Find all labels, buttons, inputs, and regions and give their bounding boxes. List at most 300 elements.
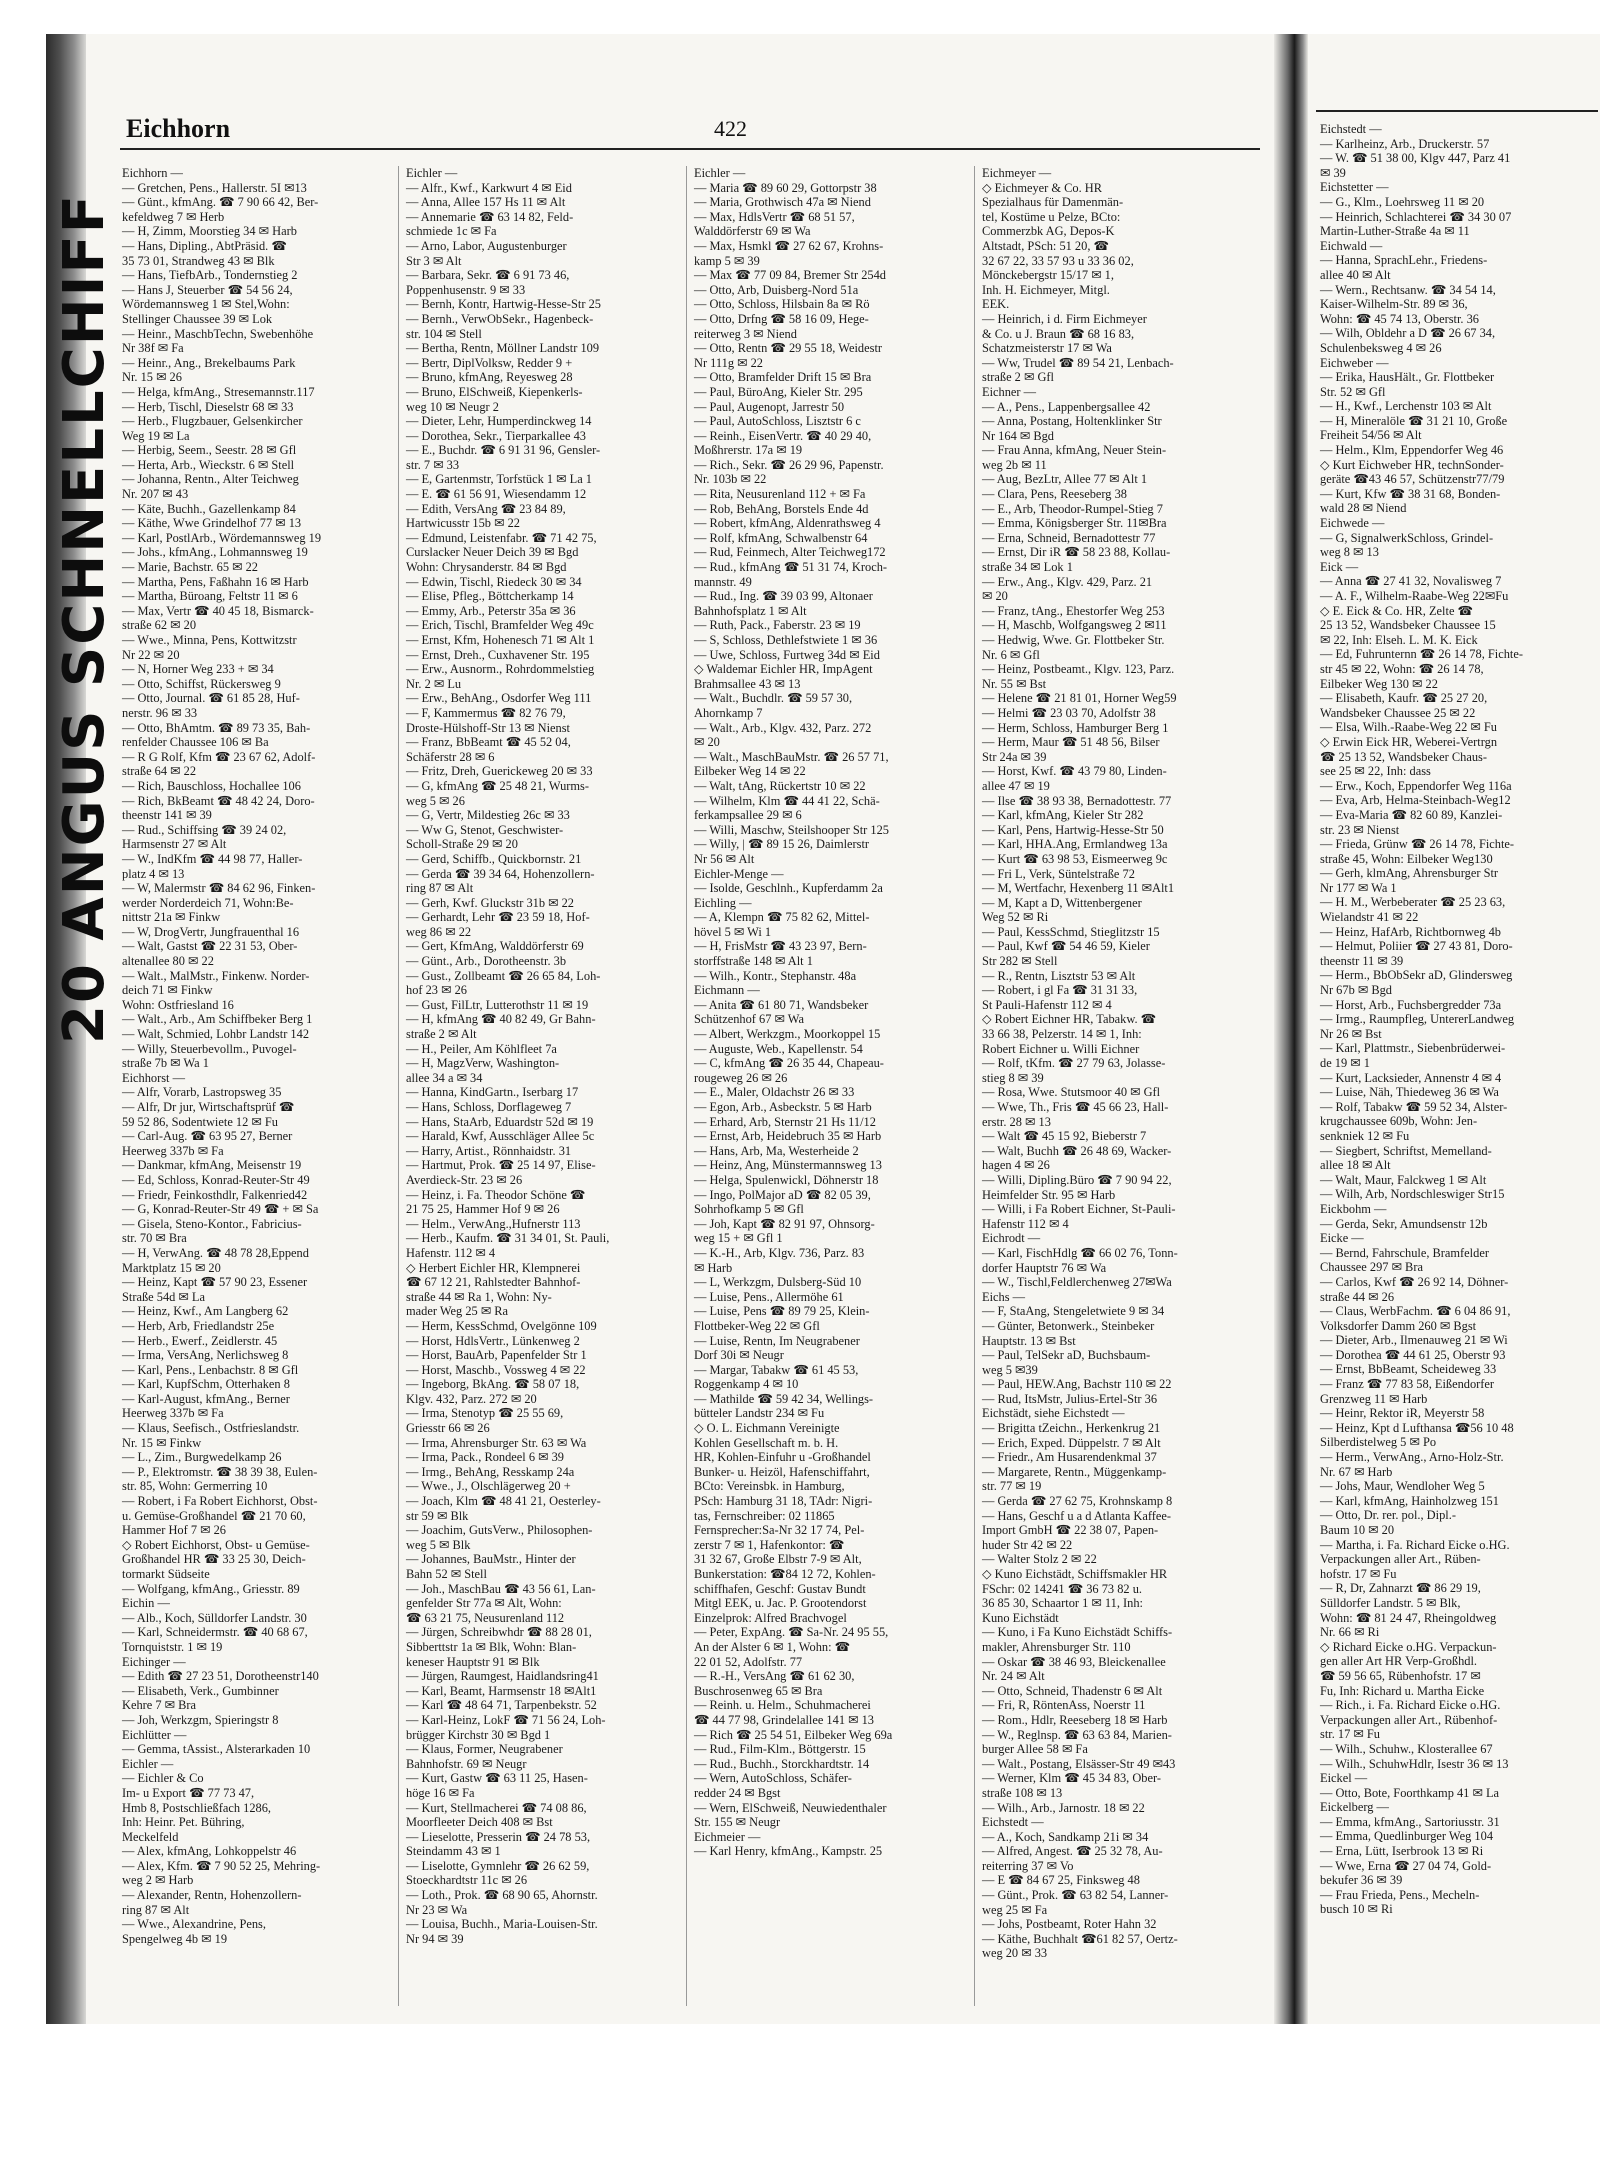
directory-entry-line: Bahn 52 ✉ Stell: [406, 1567, 487, 1581]
directory-entry-line: — Johannes, BauMstr., Hinter der: [406, 1552, 576, 1567]
directory-entry-line: — A, Klempn ☎ 75 82 62, Mittel-: [694, 910, 870, 925]
directory-entry-line: — E, Gartenmstr, Torfstück 1 ✉ La 1: [406, 472, 593, 487]
directory-entry-line: — Auguste, Web., Kapellenstr. 54: [694, 1041, 863, 1056]
directory-entry-line: — Mathilde ☎ 59 42 34, Wellings-: [694, 1391, 874, 1406]
directory-entry-line: — Hans, StaArb, Eduardstr 52d ✉ 19: [406, 1114, 594, 1129]
directory-entry-line: schmiede 1c ✉ Fa: [406, 224, 497, 239]
directory-entry-line: — Uwe, Schloss, Furtweg 34d ✉ Eid: [694, 647, 880, 662]
directory-entry-line: weg 86 ✉ 22: [406, 924, 472, 939]
directory-entry-line: Eichhorst —: [122, 1070, 185, 1085]
directory-entry-line: — Paul, HEW.Ang, Bachstr 110 ✉ 22: [982, 1377, 1172, 1392]
directory-entry-line: — H., Peiler, Am Köhlfleet 7a: [406, 1041, 557, 1056]
directory-entry-line: — Otto, Dr. rer. pol., Dipl.-: [1320, 1508, 1456, 1523]
directory-entry-line: Hafenstr 112 ✉ 4: [982, 1216, 1069, 1231]
directory-entry-line: Grenzweg 11 ✉ Harb: [1320, 1391, 1428, 1406]
directory-entry-line: Freiheit 54/56 ✉ Alt: [1320, 428, 1422, 443]
directory-entry-line: — Herm, Maur ☎ 51 48 56, Bilser: [982, 735, 1160, 750]
directory-entry-line: zerstr 7 ✉ 1, Hafenkontor: ☎: [694, 1537, 845, 1552]
directory-entry-line: Moorfleeter Deich 408 ✉ Bst: [406, 1815, 553, 1830]
right-page-partial: [1316, 110, 1598, 2010]
directory-entry-line: — Rud., Film-Klm., Böttgerstr. 15: [694, 1742, 866, 1757]
directory-entry-line: Kuno Eichstädt: [982, 1610, 1059, 1625]
directory-entry-line: Wohn: Chrysanderstr. 84 ✉ Bgd: [406, 560, 567, 575]
directory-entry-line: — Karl, Pens, Hartwig-Hesse-Str 50: [982, 822, 1164, 837]
directory-entry-line: — Wern, AutoSchloss, Schäfer-: [694, 1771, 852, 1786]
directory-entry-line: Mitgl EEK, u. Jac. P. Grootendorst: [694, 1596, 867, 1611]
directory-entry-line: Wördemannsweg 1 ✉ Stel,Wohn:: [122, 297, 290, 312]
directory-entry-line: Nr. 15 ✉ Finkw: [122, 1435, 202, 1450]
directory-entry-line: Hafenstr. 112 ✉ 4: [406, 1245, 496, 1260]
directory-entry-line: brügger Kirchstr 30 ✉ Bgd 1: [406, 1727, 551, 1742]
directory-entry-line: — Rich, BkBeamt ☎ 48 42 24, Doro-: [122, 793, 315, 808]
directory-entry-line: Eichmann —: [694, 983, 760, 998]
directory-entry-line: — H., Kwf., Lerchenstr 103 ✉ Alt: [1320, 399, 1492, 414]
directory-entry-line: 22 01 52, Adolfstr. 77: [694, 1654, 803, 1669]
directory-entry-line: hofstr. 17 ✉ Fu: [1320, 1566, 1397, 1581]
directory-entry-line: — Franz, tAng., Ehestorfer Weg 253: [982, 603, 1165, 618]
directory-entry-line: str. 7 ✉ 33: [406, 457, 460, 472]
directory-entry-line: — Günt., Prok. ☎ 63 82 54, Lanner-: [982, 1888, 1169, 1903]
directory-entry-line: — Günt., Arb., Dorotheenstr. 3b: [406, 954, 567, 969]
directory-entry-line: — Fritz, Dreh, Guerickeweg 20 ✉ 33: [406, 764, 593, 779]
directory-entry-line: Scholl-Straße 29 ✉ 20: [406, 837, 518, 852]
directory-entry-line: Roggenkamp 4 ✉ 10: [694, 1377, 799, 1392]
directory-entry-line: busch 10 ✉ Ri: [1320, 1902, 1393, 1917]
directory-entry-line: — Kurt ☎ 63 98 53, Eismeerweg 9c: [982, 851, 1168, 866]
directory-entry-line: Eichmeyer —: [982, 166, 1052, 180]
directory-entry-line: Harmsenstr 27 ✉ Alt: [122, 837, 227, 852]
directory-entry-line: — Rud., Ing. ☎ 39 03 99, Altonaer: [694, 589, 873, 604]
directory-entry-line: — Hans, Dipling., AbtPräsid. ☎: [122, 238, 287, 253]
directory-entry-line: — E., Arb, Theodor-Rumpel-Stieg 7: [982, 501, 1163, 516]
directory-entry-line: Import GmbH ☎ 22 38 07, Papen-: [982, 1523, 1159, 1538]
directory-entry-line: — Willy, | ☎ 89 15 26, Daimlerstr: [694, 837, 870, 852]
directory-entry-line: Eilbeker Weg 14 ✉ 22: [694, 764, 806, 779]
directory-entry-line: — Paul, TelSekr aD, Buchsbaum-: [982, 1348, 1151, 1363]
directory-entry-line: kamp 5 ✉ 39: [694, 253, 760, 268]
directory-entry-line: — Anna, Postang, Holtenklinker Str: [982, 414, 1162, 429]
directory-entry-line: — Brigitta tZeichn., Herkenkrug 21: [982, 1421, 1161, 1436]
directory-entry-line: — Luise, Pens., Allermöhe 61: [694, 1289, 844, 1304]
directory-entry-line: St Pauli-Hafenstr 112 ✉ 4: [982, 997, 1112, 1012]
directory-entry-line: — Heinz, Postbeamt., Klgv. 123, Parz.: [982, 662, 1175, 677]
directory-entry-line: Chaussee 297 ✉ Bra: [1320, 1260, 1423, 1275]
directory-entry-line: — S, Schloss, Dethlefstwiete 1 ✉ 36: [694, 633, 878, 647]
directory-entry-line: — Franz, BbBeamt ☎ 45 52 04,: [406, 735, 571, 750]
directory-entry-line: — Irmg., Raumpfleg, UntererLandweg: [1320, 1012, 1515, 1027]
directory-entry-line: — Karl, PostlArb., Wördemannsweg 19: [122, 530, 322, 545]
directory-entry-line: gen aller Art HR Verp-Großhdl.: [1320, 1654, 1478, 1669]
directory-entry-line: — Heinz, Kwf., Am Langberg 62: [122, 1304, 289, 1319]
directory-entry-line: — Joach, Klm ☎ 48 41 21, Oesterley-: [406, 1494, 601, 1509]
directory-entry-line: — Bruno, ElSchweiß, Kiepenkerls-: [406, 384, 583, 399]
directory-entry-line: hövel 5 ✉ Wi 1: [694, 924, 772, 939]
directory-entry-line: — Gretchen, Pens., Hallerstr. 5I ✉13: [122, 180, 307, 195]
directory-entry-line: — Johanna, Rentn., Alter Teichweg: [122, 472, 299, 487]
directory-entry-line: 33 66 38, Pelzerstr. 14 ✉ 1, Inh:: [982, 1027, 1142, 1042]
directory-entry-line: — Karl, FischHdlg ☎ 66 02 76, Tonn-: [982, 1245, 1178, 1260]
directory-entry-line: Bunker- u. Heizöl, Hafenschiffahrt,: [694, 1464, 870, 1479]
directory-entry-line: weg 15 + ✉ Gfl 1: [694, 1231, 783, 1246]
directory-entry-line: Hmb 8, Postschließfach 1286,: [122, 1800, 272, 1815]
directory-entry-line: Eichinger —: [122, 1654, 186, 1669]
directory-entry-line: — Erich, Exped. Düppelstr. 7 ✉ Alt: [982, 1435, 1161, 1450]
directory-entry-line: — Heinrich, i d. Firm Eichmeyer: [982, 311, 1147, 326]
directory-entry-line: Wandsbeker Chaussee 25 ✉ 22: [1320, 705, 1476, 720]
directory-entry-line: — Karl, Pens., Lenbachstr. 8 ✉ Gfl: [122, 1362, 299, 1377]
directory-entry-line: Spezialhaus für Damenmän-: [982, 195, 1124, 210]
directory-entry-line: — Emmy, Arb., Peterstr 35a ✉ 36: [406, 603, 576, 618]
directory-entry-line: — Rud, Feinmech, Alter Teichweg172: [694, 545, 886, 560]
directory-entry-line: Fernsprecher:Sa-Nr 32 17 74, Pel-: [694, 1523, 865, 1538]
column-divider: [974, 166, 975, 2006]
directory-entry-line: weg 5 ✉ 26: [406, 793, 465, 808]
directory-entry-line: Flottbeker-Weg 22 ✉ Gfl: [694, 1318, 820, 1333]
directory-entry-line: Klgv. 432, Parz. 272 ✉ 20: [406, 1391, 537, 1406]
directory-entry-line: weg 8 ✉ 13: [1320, 545, 1379, 560]
directory-entry-line: — E., Buchdr. ☎ 6 91 31 96, Gensler-: [406, 443, 601, 458]
directory-entry-line: Schulenbeksweg 4 ✉ 26: [1320, 340, 1442, 355]
directory-entry-line: weg 25 ✉ Fa: [982, 1902, 1048, 1917]
directory-entry-line: Wielandstr 41 ✉ 22: [1320, 910, 1419, 925]
directory-entry-line: straße 45, Wohn: Eilbeker Weg130: [1320, 851, 1493, 866]
directory-entry-line: Eichhorn —: [122, 166, 183, 180]
directory-entry-line: — Dieter, Arb., Ilmenauweg 21 ✉ Wi: [1320, 1333, 1508, 1348]
directory-entry-line: — Horst, HdlsVertr., Lünkenweg 2: [406, 1333, 580, 1348]
directory-entry-line: — Gerhardt, Lehr ☎ 23 59 18, Hof-: [406, 910, 590, 925]
directory-entry-line: Nr 56 ✉ Alt: [694, 851, 755, 866]
directory-entry-line: — Walt., Postang, Elsässer-Str 49 ✉43: [982, 1756, 1176, 1771]
directory-entry-line: makler, Ahrensburger Str. 110: [982, 1639, 1131, 1654]
directory-entry-line: allee 40 ✉ Alt: [1320, 267, 1391, 282]
directory-entry-line: — Anna ☎ 27 41 32, Novalisweg 7: [1320, 574, 1502, 589]
directory-entry-line: — G, SignalwerkSchloss, Grindel-: [1320, 530, 1494, 545]
directory-entry-line: str. 77 ✉ 19: [982, 1479, 1042, 1494]
directory-entry-line: Str 3 ✉ Alt: [406, 253, 462, 268]
directory-entry-line: — Aug, BezLtr, Allee 77 ✉ Alt 1: [982, 472, 1148, 487]
directory-entry-line: Wohn: Ostfriesland 16: [122, 997, 234, 1012]
directory-entry-line: Walddörferstr 69 ✉ Wa: [694, 224, 811, 239]
directory-entry-line: — Rud., Buchh., Storckhardtstr. 14: [694, 1756, 870, 1771]
directory-entry-line: — Martha, Pens, Faßhahn 16 ✉ Harb: [122, 574, 309, 589]
directory-entry-line: 31 32 67, Große Elbstr 7-9 ✉ Alt,: [694, 1552, 862, 1567]
directory-entry-line: — Karlheinz, Arb., Druckerstr. 57: [1320, 136, 1490, 151]
directory-entry-line: — Alb., Koch, Sülldorfer Landstr. 30: [122, 1610, 307, 1625]
directory-entry-line: Nr 22 ✉ 20: [122, 647, 180, 662]
directory-entry-line: — Arno, Labor, Augustenburger: [406, 238, 567, 253]
directory-entry-line: — Käthe, Buchhalt ☎61 82 57, Oertz-: [982, 1931, 1178, 1946]
directory-entry-line: — Ilse ☎ 38 93 38, Bernadottestr. 77: [982, 793, 1172, 808]
directory-entry-line: — Helmut, Poliier ☎ 27 43 81, Doro-: [1320, 939, 1513, 954]
directory-entry-line: — H, Maschb, Wolfgangsweg 2 ✉11: [982, 618, 1167, 633]
directory-entry-line: — Hedwig, Wwe. Gr. Flottbeker Str.: [982, 633, 1165, 647]
directory-entry-line: — Helga, kfmAng., Stresemannstr.117: [122, 384, 315, 399]
directory-entry-line: — Robert, i gl Fa ☎ 31 31 33,: [982, 983, 1138, 998]
directory-entry-line: — Karl, kfmAng, Hainholzweg 151: [1320, 1493, 1499, 1508]
directory-entry-line: — Walt, Gastst ☎ 22 31 53, Ober-: [122, 939, 298, 954]
directory-entry-line: Brahmsallee 43 ✉ 13: [694, 676, 801, 691]
right-header-rule: [1316, 110, 1598, 112]
directory-entry-line: str. 70 ✉ Bra: [122, 1231, 187, 1246]
directory-entry-line: Eichstedt —: [1320, 122, 1382, 136]
directory-entry-line: — Joh, Werkzgm, Spieringstr 8: [122, 1712, 279, 1727]
directory-entry-line: — Gerh, klmAng, Ahrensburger Str: [1320, 866, 1499, 881]
directory-entry-line: — Kurt, Gastw ☎ 63 11 25, Hasen-: [406, 1771, 588, 1786]
directory-entry-line: — Bernh, Kontr, Hartwig-Hesse-Str 25: [406, 297, 601, 312]
directory-entry-line: — Harald, Kwf, Ausschläger Allee 5c: [406, 1129, 595, 1144]
directory-entry-line: weg 20 ✉ 33: [982, 1946, 1048, 1961]
directory-entry-line: Nr 164 ✉ Bgd: [982, 428, 1054, 443]
directory-entry-line: Nr 94 ✉ 39: [406, 1931, 464, 1946]
directory-entry-line: ✉ 39: [1320, 165, 1346, 180]
directory-entry-line: — Alfr, Dr jur, Wirtschaftsprüf ☎: [122, 1100, 295, 1114]
directory-entry-line: Silberdistelweg 5 ✉ Po: [1320, 1435, 1437, 1450]
directory-entry-line: Kaiser-Wilhelm-Str. 89 ✉ 36,: [1320, 297, 1468, 312]
directory-entry-line: Dorf 30i ✉ Neugr: [694, 1348, 784, 1363]
directory-entry-line: — Dorothea ☎ 44 61 25, Oberstr 93: [1320, 1347, 1506, 1362]
directory-entry-line: — Erika, HausHält., Gr. Flottbeker: [1320, 370, 1495, 385]
directory-entry-line: — Robert, i Fa Robert Eichhorst, Obst-: [122, 1494, 318, 1509]
directory-entry-line: — Herm., VerwAng., Arno-Holz-Str.: [1320, 1450, 1504, 1465]
directory-entry-line: Sohrhofkamp 5 ✉ Gfl: [694, 1202, 804, 1217]
directory-entry-line: — Willi, i Fa Robert Eichner, St-Pauli-: [982, 1202, 1176, 1217]
directory-entry-line: — Albert, Werkzgm., Moorkoppel 15: [694, 1027, 881, 1042]
directory-entry-line: — Jürgen, Schreibwhdr ☎ 88 28 01,: [406, 1625, 592, 1640]
directory-entry-line: — Erich, Tischl, Bramfelder Weg 49c: [406, 618, 594, 633]
directory-entry-line: — Heinz, Ang, Münstermannsweg 13: [694, 1158, 882, 1173]
directory-entry-line: — Willy, Steuerbevollm., Puvogel-: [122, 1041, 297, 1056]
directory-entry-line: Hammer Hof 7 ✉ 26: [122, 1523, 226, 1538]
directory-entry-line: — Rich, Bauschloss, Hochallee 106: [122, 778, 301, 793]
directory-entry-line: — Wwe, Th., Fris ☎ 45 66 23, Hall-: [982, 1100, 1169, 1114]
directory-entry-line: — Johs., kfmAng., Lohmannsweg 19: [122, 545, 308, 560]
directory-entry-line: — Hans, Schloss, Dorflageweg 7: [406, 1100, 572, 1114]
directory-entry-line: — Karl, Beamt, Harmsenstr 18 ✉Alt1: [406, 1683, 597, 1698]
directory-entry-line: Averdieck-Str. 23 ✉ 26: [406, 1172, 523, 1187]
directory-entry-line: Hauptstr. 13 ✉ Bst: [982, 1333, 1076, 1348]
directory-entry-line: — Hans, Arb, Ma, Westerheide 2: [694, 1143, 859, 1158]
directory-entry-line: Eichs —: [982, 1289, 1026, 1304]
directory-entry-line: Nr 26 ✉ Bst: [1320, 1026, 1382, 1041]
directory-entry-line: — Maria ☎ 89 60 29, Gottorpstr 38: [694, 180, 877, 195]
directory-entry-line: Kehre 7 ✉ Bra: [122, 1698, 197, 1713]
directory-entry-line: Heerweg 337b ✉ Fa: [122, 1406, 224, 1421]
directory-entry-line: Eichweber —: [1320, 355, 1389, 370]
directory-column-4: [982, 166, 1250, 1996]
directory-entry-line: — Helm., VerwAng.,Hufnerstr 113: [406, 1216, 581, 1231]
directory-entry-line: schiffhafen, Geschf: Gustav Bundt: [694, 1581, 866, 1596]
directory-entry-line: Nr. 15 ✉ 26: [122, 370, 182, 385]
directory-entry-line: huder Str 42 ✉ 22: [982, 1537, 1073, 1552]
directory-entry-line: straße 62 ✉ 20: [122, 618, 197, 633]
directory-entry-line: kefeldweg 7 ✉ Herb: [122, 209, 225, 224]
directory-entry-line: Eichler —: [694, 166, 746, 180]
directory-entry-line: — Rita, Neusurenland 112 + ✉ Fa: [694, 487, 866, 502]
directory-entry-line: — Irma, Stenotyp ☎ 25 55 69,: [406, 1406, 564, 1421]
directory-entry-line: — Emma, Quedlinburger Weg 104: [1320, 1829, 1494, 1844]
directory-entry-line: Eichrodt —: [982, 1231, 1041, 1246]
directory-entry-line: — Hans, Geschf u a d Atlanta Kaffee-: [982, 1508, 1172, 1523]
directory-entry-line: — Ingeborg, BkAng. ☎ 58 07 18,: [406, 1377, 580, 1392]
directory-entry-line: — Emma, Königsberger Str. 11✉Bra: [982, 516, 1167, 531]
directory-entry-line: 35 73 01, Strandweg 43 ✉ Blk: [122, 253, 275, 268]
directory-entry-line: Str 282 ✉ Stell: [982, 954, 1058, 969]
directory-entry-line: — Ed, Fuhrunternn ☎ 26 14 78, Fichte-: [1320, 647, 1523, 662]
directory-column-3: [694, 166, 962, 1996]
directory-entry-line: Nr. 24 ✉ Alt: [982, 1669, 1045, 1684]
directory-entry-line: — H. M., Werbeberater ☎ 25 23 63,: [1320, 895, 1506, 910]
directory-entry-line: Volksdorfer Damm 260 ✉ Bgst: [1320, 1318, 1477, 1333]
directory-entry-line: ✉ 20: [982, 589, 1008, 604]
directory-entry-line: — P., Elektromstr. ☎ 38 39 38, Eulen-: [122, 1464, 318, 1479]
directory-entry-line: — C, kfmAng ☎ 26 35 44, Chapeau-: [694, 1056, 884, 1071]
directory-entry-line: 59 52 86, Sodentwiete 12 ✉ Fu: [122, 1114, 278, 1129]
directory-entry-line: Poppenhusenstr. 9 ✉ 33: [406, 282, 526, 297]
directory-entry-line: altenallee 80 ✉ 22: [122, 954, 214, 969]
directory-entry-line: — Bertr, DiplVolksw, Redder 9 +: [406, 355, 573, 370]
directory-entry-line: Eickelberg —: [1320, 1800, 1389, 1815]
directory-entry-line: — Gerda ☎ 39 34 64, Hohenzollern-: [406, 866, 595, 881]
directory-entry-line: — Wilh., Arb., Jarnostr. 18 ✉ 22: [982, 1800, 1145, 1815]
directory-entry-line: — Loth., Prok. ☎ 68 90 65, Ahornstr.: [406, 1888, 598, 1903]
directory-entry-line: Nr. 6 ✉ Gfl: [982, 647, 1040, 662]
directory-entry-line: ◇ Eichmeyer & Co. HR: [982, 180, 1102, 195]
directory-entry-line: Fu, Inh: Richard u. Martha Eicke: [1320, 1683, 1485, 1698]
directory-entry-line: 32 67 22, 33 57 93 u 33 36 02,: [982, 253, 1134, 268]
directory-entry-line: — Gert, KfmAng, Walddörferstr 69: [406, 939, 584, 954]
directory-entry-line: — A., Koch, Sandkamp 21i ✉ 34: [982, 1829, 1149, 1844]
directory-entry-line: ring 87 ✉ Alt: [406, 881, 474, 896]
directory-entry-line: redder 24 ✉ Bgst: [694, 1785, 781, 1800]
directory-entry-line: ◇ Richard Eicke o.HG. Verpackun-: [1320, 1639, 1497, 1654]
directory-entry-line: — Karl-Heinz, LokF ☎ 71 56 24, Loh-: [406, 1712, 606, 1727]
directory-entry-line: — Irma, VersAng, Nerlichsweg 8: [122, 1348, 289, 1363]
directory-entry-line: 36 85 30, Schaartor 1 ✉ 11, Inh:: [982, 1596, 1143, 1611]
directory-entry-line: — Max, HdlsVertr ☎ 68 51 57,: [694, 209, 855, 224]
directory-entry-line: EEK.: [982, 297, 1010, 312]
directory-entry-line: — Walt., MalMstr., Finkenw. Norder-: [122, 968, 310, 983]
directory-entry-line: — Günt., kfmAng. ☎ 7 90 66 42, Ber-: [122, 195, 319, 210]
directory-entry-line: — Herm, Schloss, Hamburger Berg 1: [982, 720, 1169, 735]
directory-entry-line: — Gerd, Schiffb., Quickbornstr. 21: [406, 851, 582, 866]
directory-entry-line: — Johs, Postbeamt, Roter Hahn 32: [982, 1917, 1157, 1932]
directory-entry-line: — A., Pens., Lappenbergsallee 42: [982, 399, 1151, 414]
directory-entry-line: PSch: Hamburg 31 18, TAdr: Nigri-: [694, 1494, 873, 1509]
directory-entry-line: — Bernd, Fahrschule, Bramfelder: [1320, 1245, 1489, 1260]
directory-entry-line: — G., Klm., Loehrsweg 11 ✉ 20: [1320, 194, 1485, 209]
directory-entry-line: — K.-H., Arb, Klgv. 736, Parz. 83: [694, 1245, 865, 1260]
directory-entry-line: — Alex, Kfm. ☎ 7 90 52 25, Mehring-: [122, 1858, 321, 1873]
directory-entry-line: Buschrosenweg 65 ✉ Bra: [694, 1683, 823, 1698]
directory-entry-line: — Edwin, Tischl, Riedeck 30 ✉ 34: [406, 574, 582, 589]
directory-entry-line: — H, Mineralöle ☎ 31 21 10, Große: [1320, 413, 1508, 428]
directory-entry-line: reiterring 37 ✉ Vo: [982, 1858, 1074, 1873]
directory-entry-line: Mönckebergstr 15/17 ✉ 1,: [982, 268, 1114, 283]
directory-entry-line: — Heinz, Kpt d Lufthansa ☎56 10 48: [1320, 1420, 1514, 1435]
directory-entry-line: Nr 23 ✉ Wa: [406, 1902, 468, 1917]
directory-entry-line: — Hans, TiefbArb., Tondernstieg 2: [122, 268, 298, 283]
directory-entry-line: — Clara, Pens, Reeseberg 38: [982, 487, 1127, 502]
directory-entry-line: — Herm, KessSchmd, Ovelgönne 109: [406, 1318, 597, 1333]
directory-entry-line: — Johs, Maur, Wendloher Weg 5: [1320, 1479, 1485, 1494]
directory-entry-line: weg 10 ✉ Neugr 2: [406, 399, 499, 414]
directory-entry-line: — Hanna, KindGartn., Iserbarg 17: [406, 1085, 579, 1100]
directory-entry-line: — Heinr., Ang., Brekelbaums Park: [122, 355, 296, 370]
directory-entry-line: hagen 4 ✉ 26: [982, 1158, 1050, 1173]
directory-entry-line: — Wern, ElSchweiß, Neuwiedenthaler: [694, 1800, 887, 1815]
directory-entry-line: straße 44 ✉ 26: [1320, 1289, 1395, 1304]
directory-entry-line: — Herm., BbObSekr aD, Glindersweg: [1320, 968, 1513, 983]
directory-entry-line: — Wilh., Kontr., Stephanstr. 48a: [694, 968, 857, 983]
directory-entry-line: — Herb., Flugzbauer, Gelsenkircher: [122, 414, 303, 429]
directory-entry-line: Str. 155 ✉ Neugr: [694, 1815, 781, 1830]
directory-entry-line: deich 71 ✉ Finkw: [122, 983, 213, 998]
directory-entry-line: ferkampsallee 29 ✉ 6: [694, 808, 802, 823]
directory-entry-line: — Rud., kfmAng ☎ 51 31 74, Kroch-: [694, 560, 888, 575]
directory-entry-line: — Otto, BhAmtm. ☎ 89 73 35, Bah-: [122, 720, 311, 735]
directory-entry-line: — Karl, Schneidermstr. ☎ 40 68 67,: [122, 1625, 308, 1640]
directory-entry-line: — Willi, Maschw, Steilshooper Str 125: [694, 822, 889, 837]
directory-entry-line: — Dankmar, kfmAng, Meisenstr 19: [122, 1158, 302, 1173]
directory-entry-line: Str 24a ✉ 39: [982, 749, 1047, 764]
directory-entry-line: — Heinr., MaschbTechn, Swebenhöhe: [122, 326, 314, 341]
directory-entry-line: Großhandel HR ☎ 33 25 30, Deich-: [122, 1552, 306, 1567]
directory-entry-line: — W, DrogVertr, Jungfrauenthal 16: [122, 924, 300, 939]
directory-entry-line: — Dorothea, Sekr., Tierparkallee 43: [406, 428, 586, 443]
directory-entry-line: nittstr 21a ✉ Finkw: [122, 910, 221, 925]
directory-entry-line: bütteler Landstr 234 ✉ Fu: [694, 1406, 825, 1421]
directory-entry-line: — Wilh., Schuhw., Klosterallee 67: [1320, 1741, 1493, 1756]
directory-entry-line: — Frieda, Grünw ☎ 26 14 78, Fichte-: [1320, 837, 1515, 852]
directory-entry-line: tel, Kostüme u Pelze, BCto:: [982, 209, 1121, 224]
directory-entry-line: — N, Horner Weg 233 + ✉ 34: [122, 662, 274, 677]
directory-entry-line: ◇ Robert Eichner HR, Tabakw. ☎: [982, 1012, 1157, 1027]
directory-entry-line: Nr. 103b ✉ 22: [694, 472, 767, 487]
directory-entry-line: — Wwe., Minna, Pens, Kottwitzstr: [122, 633, 297, 647]
directory-entry-line: — Paul, KessSchmd, Stieglitzstr 15: [982, 924, 1160, 939]
directory-entry-line: Eickel —: [1320, 1771, 1368, 1786]
directory-entry-line: Nr. 2 ✉ Lu: [406, 676, 462, 691]
directory-entry-line: — Rolf, kfmAng, Schwalbenstr 64: [694, 530, 868, 545]
directory-column-2: [406, 166, 674, 1996]
directory-entry-line: — G, kfmAng ☎ 25 48 21, Wurms-: [406, 778, 590, 793]
directory-entry-line: — Annemarie ☎ 63 14 82, Feld-: [406, 209, 574, 224]
directory-entry-line: — H, kfmAng ☎ 40 82 49, Gr Bahn-: [406, 1012, 596, 1027]
directory-entry-line: krugchaussee 609b, Wohn: Jen-: [1320, 1114, 1478, 1129]
directory-entry-line: hof 23 ✉ 26: [406, 983, 467, 998]
directory-entry-line: de 19 ✉ 1: [1320, 1056, 1370, 1070]
directory-entry-line: Marktplatz 15 ✉ 20: [122, 1260, 221, 1275]
directory-entry-line: straße 108 ✉ 13: [982, 1785, 1063, 1800]
directory-entry-line: — Gerda, Sekr, Amundsenstr 12b: [1320, 1216, 1488, 1231]
directory-entry-line: — Wilh, Obldehr a D ☎ 26 67 34,: [1320, 326, 1496, 341]
directory-entry-line: — Walt, Buchh ☎ 26 48 69, Wacker-: [982, 1143, 1172, 1158]
directory-entry-line: — Klaus, Former, Neugrabener: [406, 1742, 563, 1757]
directory-entry-line: — Herb., Kaufm. ☎ 31 34 01, St. Pauli,: [406, 1231, 610, 1246]
directory-entry-line: — Ingo, PolMajor aD ☎ 82 05 39,: [694, 1187, 871, 1202]
directory-entry-line: — Paul, AutoSchloss, Lisztstr 6 c: [694, 414, 861, 429]
directory-entry-line: — Kurt, Lacksieder, Annenstr 4 ✉ 4: [1320, 1070, 1502, 1085]
directory-entry-line: — Oskar ☎ 38 46 93, Bleickenallee: [982, 1654, 1166, 1669]
directory-entry-line: — Otto, Drfng ☎ 58 16 09, Hege-: [694, 311, 869, 326]
page-number: 422: [714, 116, 747, 141]
directory-entry-line: — Kuno, i Fa Kuno Eichstädt Schiffs-: [982, 1625, 1173, 1640]
directory-entry-line: — Luise, Näh, Thiedeweg 36 ✉ Wa: [1320, 1085, 1499, 1100]
directory-entry-line: ◇ Kuno Eichstädt, Schiffsmakler HR: [982, 1567, 1168, 1581]
directory-entry-line: — Luise, Pens ☎ 89 79 25, Klein-: [694, 1304, 870, 1319]
directory-entry-line: — Klaus, Seefisch., Ostfrieslandstr.: [122, 1421, 300, 1436]
directory-entry-line: — Rich., Sekr. ☎ 26 29 96, Papenstr.: [694, 457, 884, 472]
